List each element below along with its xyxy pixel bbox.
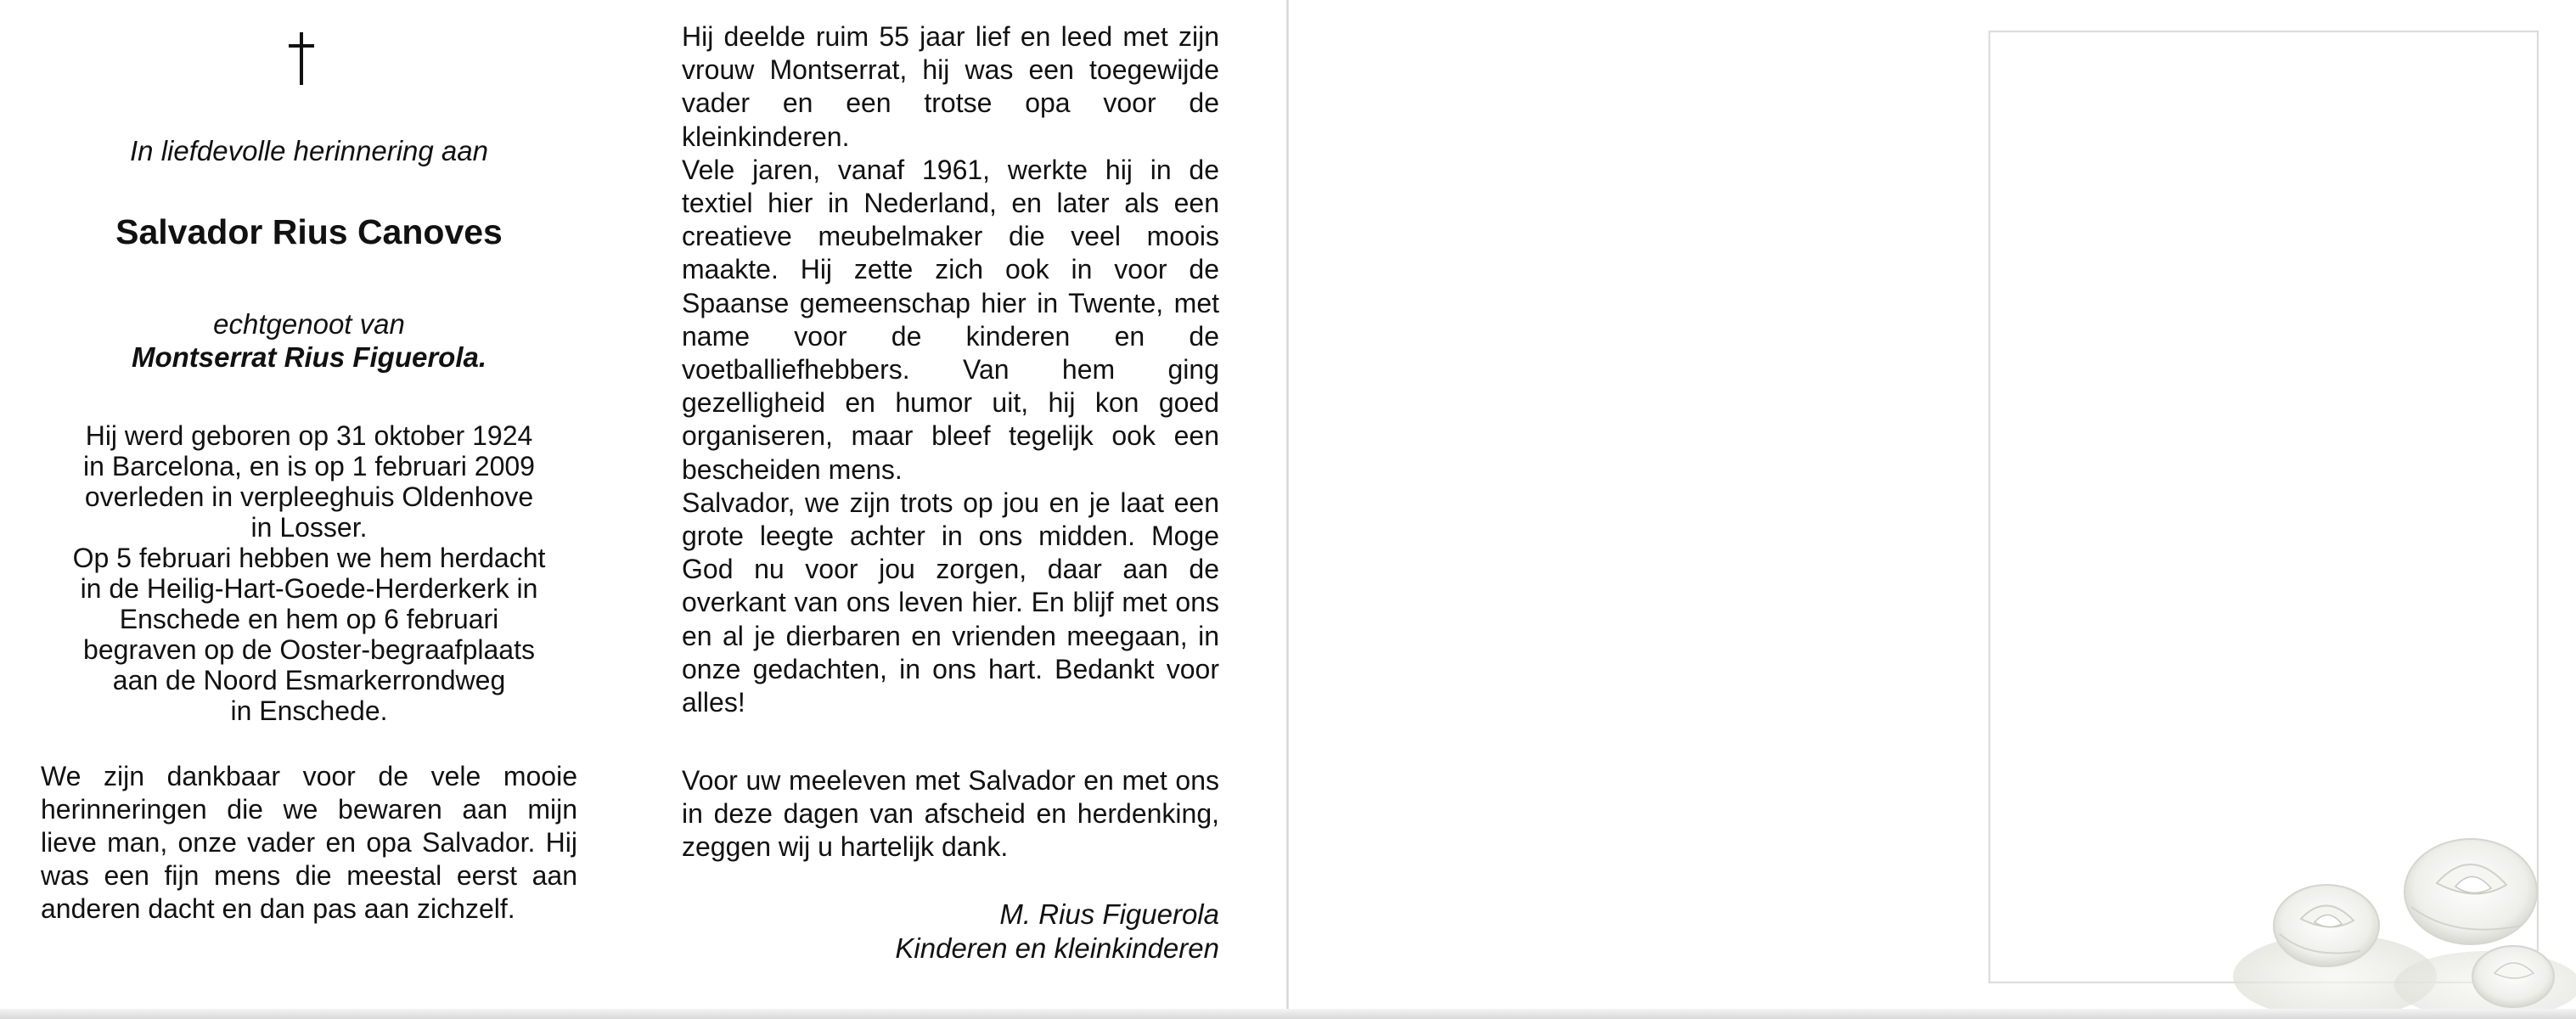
cross-icon (289, 32, 314, 85)
signature (682, 898, 1219, 966)
closing-paragraph: Voor uw meeleven met Salvador en met ons in deze dagen van afscheid en herdenking, zeggen wij u hartelijk dank. (682, 765, 1219, 863)
story-paragraph: Salvador, we zijn trots op jou en je laat een grote leegte achter in ons midden. Moge God nu voor jou zorgen, daar aan de overkant van ons leven hier. En blijf met ons en al je dierbaren en vrienden meegaan, in onze gedachten, in ons hart. Bedankt voor alles! (682, 487, 1219, 718)
intro-text: In liefdevolle herinnering aan (130, 135, 488, 166)
card-bottom-edge (0, 1009, 2576, 1019)
bio-line: overleden in verpleeghuis Oldenhove (84, 481, 534, 512)
bio-line: Op 5 februari hebben we hem herdacht (72, 543, 546, 573)
deceased-name: Salvador Rius Canoves (115, 212, 503, 251)
biography-block (41, 420, 577, 726)
spouse-label: echtgenoot van (213, 308, 405, 340)
story-text (682, 20, 1219, 719)
bio-line: in Barcelona, en is op 1 februari 2009 (83, 451, 535, 481)
bio-line: aan de Noord Esmarkerrondweg (112, 665, 506, 695)
signature-name: M. Rius Figuerola (999, 898, 1219, 930)
bio-line: in Enschede. (230, 695, 388, 726)
bio-line: Hij werd geboren op 31 oktober 1924 (85, 420, 533, 451)
thanks-paragraph: We zijn dankbaar voor de vele mooie herinneringen die we bewaren aan mijn lieve man, onze vader en opa Salvador. Hij was een fijn mens die meestal eerst aan anderen dacht en dan pas aan zichzelf. (41, 761, 577, 924)
bio-line: in de Heilig-Hart-Goede-Herderkerk in (80, 573, 538, 604)
story-column (682, 20, 1219, 719)
bio-line: Enschede en hem op 6 februari (119, 604, 499, 634)
story-paragraph: Hij deelde ruim 55 jaar lief en leed met zijn vrouw Montserrat, hij was een toegewijde vader en een trotse opa voor de kleinkinderen. (682, 21, 1219, 152)
white-roses-icon (2233, 815, 2576, 1012)
bio-line: begraven op de Ooster-begraafplaats (83, 634, 535, 665)
spouse-name: Montserrat Rius Figuerola. (131, 341, 487, 373)
fold-line (1286, 0, 1289, 1019)
story-paragraph: Vele jaren, vanaf 1961, werkte hij in de textiel hier in Nederland, en later als een creatieve meubelmaker die veel moois maakte. Hij zette zich ook in voor de Spaanse gemeenschap hier in Twente, met name voor de kinderen en de voetballiefhebbers. Van hem ging gezelligheid en humor uit, hij kon goed organiseren, maar bleef tegelijk ook een bescheiden mens. (682, 154, 1219, 485)
signature-family: Kinderen en kleinkinderen (895, 932, 1219, 964)
bio-line: in Losser. (250, 512, 368, 543)
